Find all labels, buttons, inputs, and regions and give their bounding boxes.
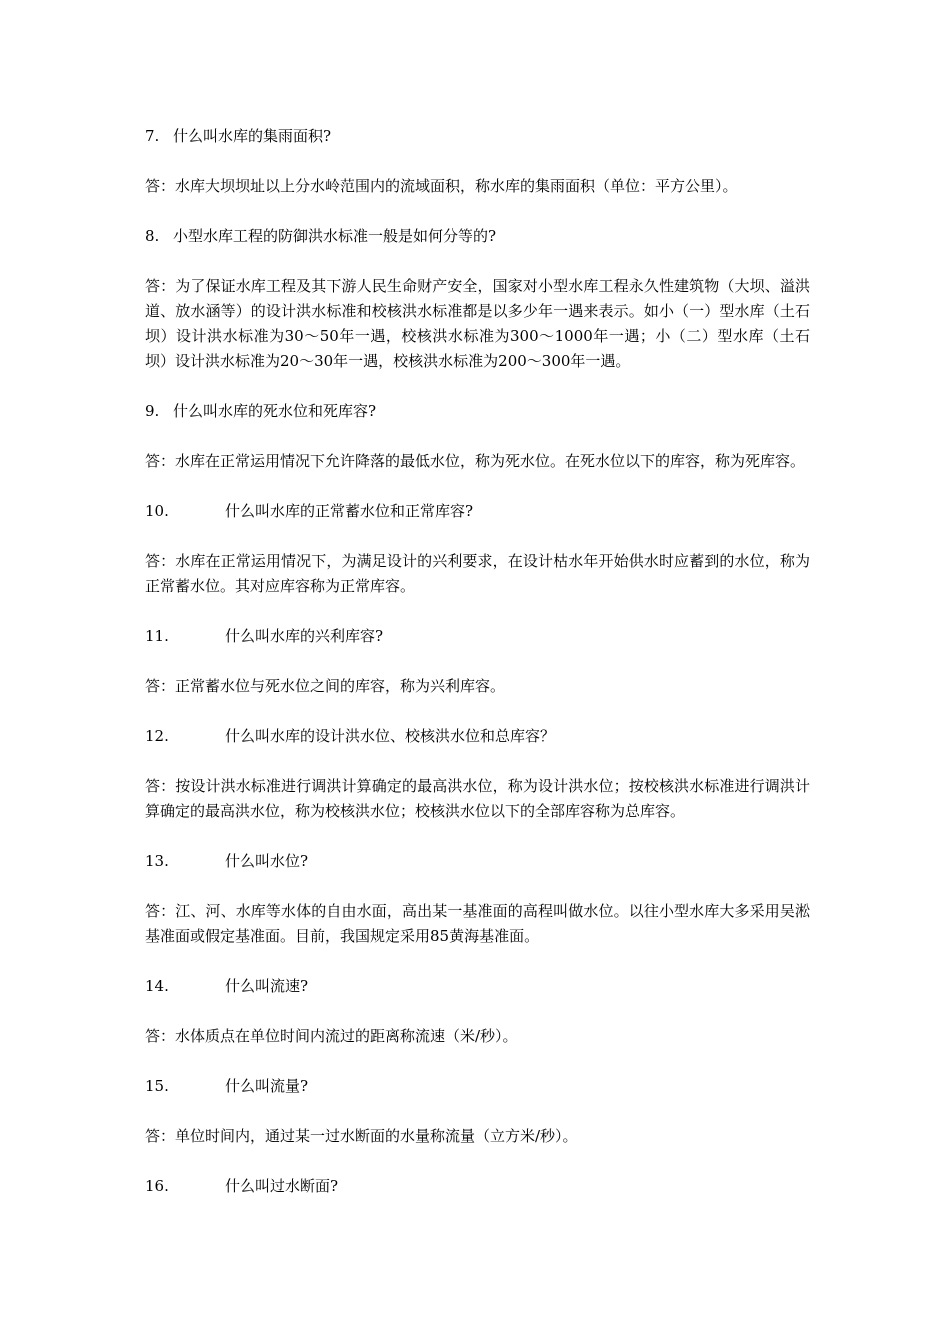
question-9	[145, 399, 810, 424]
question-number: 15.	[145, 1077, 169, 1095]
question-12	[145, 724, 810, 749]
question-15	[145, 1074, 810, 1099]
question-number: 7.	[145, 127, 160, 145]
question-13	[145, 849, 810, 874]
question-number: 9.	[145, 402, 160, 420]
question-text: 什么叫流量?	[225, 1077, 309, 1095]
answer-10: 答：水库在正常运用情况下，为满足设计的兴利要求，在设计枯水年开始供水时应蓄到的水位，称为正常蓄水位。其对应库容称为正常库容。	[145, 552, 810, 595]
answer-13: 答：江、河、水库等水体的自由水面，高出某一基准面的高程叫做水位。以往小型水库大多采用吴淞基准面或假定基准面。目前，我国规定采用85黄海基准面。	[145, 902, 810, 945]
question-text: 什么叫水库的兴利库容?	[225, 627, 384, 645]
question-text: 什么叫流速?	[225, 977, 309, 995]
question-number: 8.	[145, 227, 160, 245]
question-14	[145, 974, 810, 999]
question-number: 10.	[145, 502, 169, 520]
question-7	[145, 124, 810, 149]
question-number: 14.	[145, 977, 169, 995]
answer-8: 答：为了保证水库工程及其下游人民生命财产安全，国家对小型水库工程永久性建筑物（大坝、溢洪道、放水涵等）的设计洪水标准和校核洪水标准都是以多少年一遇来表示。如小（一）型水库（土石坝）设计洪水标准为30～50年一遇，校核洪水标准为300～1000年一遇；小（二）型水库（土石坝）设计洪水标准为20～30年一遇，校核洪水标准为200～300年一遇。	[145, 277, 810, 370]
answer-15: 答：单位时间内，通过某一过水断面的水量称流量（立方米/秒）。	[145, 1127, 578, 1145]
question-16	[145, 1174, 810, 1199]
question-text: 什么叫水库的死水位和死库容?	[173, 402, 377, 420]
question-text: 什么叫过水断面?	[225, 1177, 339, 1195]
question-number: 11.	[145, 627, 169, 645]
question-text: 什么叫水位?	[225, 852, 309, 870]
question-10	[145, 499, 810, 524]
question-text: 什么叫水库的集雨面积?	[173, 127, 332, 145]
question-text: 什么叫水库的正常蓄水位和正常库容?	[225, 502, 474, 520]
qa-list	[145, 124, 810, 1224]
question-8	[145, 224, 810, 249]
answer-14: 答：水体质点在单位时间内流过的距离称流速（米/秒）。	[145, 1027, 518, 1045]
answer-9: 答：水库在正常运用情况下允许降落的最低水位，称为死水位。在死水位以下的库容，称为死库容。	[145, 452, 806, 470]
question-number: 13.	[145, 852, 169, 870]
question-11	[145, 624, 810, 649]
answer-7: 答：水库大坝坝址以上分水岭范围内的流域面积，称水库的集雨面积（单位：平方公里）。	[145, 177, 738, 195]
question-text: 什么叫水库的设计洪水位、校核洪水位和总库容？	[225, 727, 556, 745]
answer-11: 答：正常蓄水位与死水位之间的库容，称为兴利库容。	[145, 677, 506, 695]
answer-12: 答：按设计洪水标准进行调洪计算确定的最高洪水位，称为设计洪水位；按校核洪水标准进行调洪计算确定的最高洪水位，称为校核洪水位；校核洪水位以下的全部库容称为总库容。	[145, 777, 810, 820]
question-number: 16.	[145, 1177, 169, 1195]
question-number: 12.	[145, 727, 169, 745]
question-text: 小型水库工程的防御洪水标准一般是如何分等的?	[173, 227, 497, 245]
